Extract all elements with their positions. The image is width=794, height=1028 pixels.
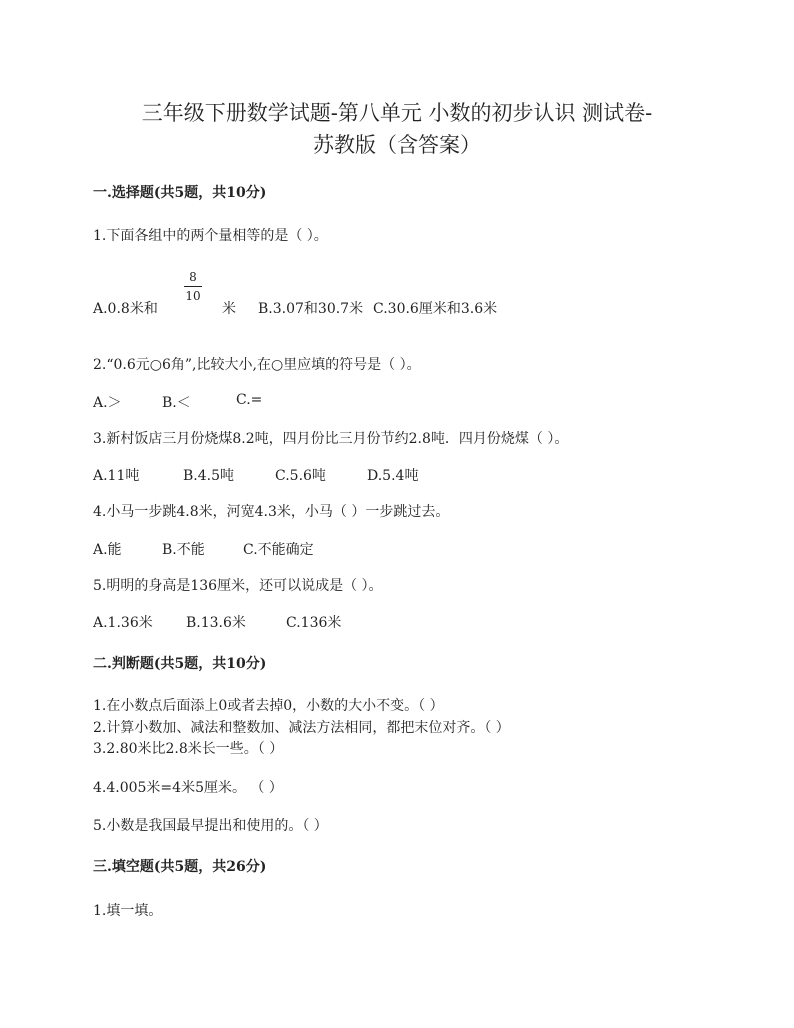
question-2-option-c: C.= bbox=[236, 392, 263, 408]
question-3-option-d: D.5.4吨 bbox=[367, 468, 419, 484]
fraction-numerator: 8 bbox=[189, 270, 197, 284]
document-title-line1: 三年级下册数学试题-第八单元 小数的初步认识 测试卷- bbox=[141, 101, 653, 125]
question-3-option-b: B.4.5吨 bbox=[183, 468, 235, 484]
question-4-option-a: A.能 bbox=[93, 542, 122, 558]
document-title-line2: 苏教版（含答案） bbox=[313, 133, 481, 157]
judgment-item: 5.小数是我国最早提出和使用的。（ ） bbox=[93, 818, 328, 834]
question-3-text: 3.新村饭店三月份烧煤8.2吨，四月份比三月份节约2.8吨．四月份烧煤（ ）。 bbox=[93, 431, 569, 447]
question-5-text: 5.明明的身高是136厘米，还可以说成是（ ）。 bbox=[93, 578, 383, 594]
question-2-text: 2.“0.6元○6角”,比较大小,在○里应填的符号是（ ）。 bbox=[93, 357, 421, 373]
question-5-option-a: A.1.36米 bbox=[93, 615, 153, 631]
judgment-item: 3.2.80米比2.8米长一些。（ ） bbox=[93, 741, 284, 757]
judgment-item: 1.在小数点后面添上0或者去掉0，小数的大小不变。（ ） bbox=[93, 698, 444, 714]
judgment-item: 2.计算小数加、减法和整数加、减法方法相同，都把末位对齐。（ ） bbox=[93, 720, 510, 736]
question-4-option-c: C.不能确定 bbox=[243, 542, 314, 558]
fraction-bar bbox=[184, 286, 202, 287]
section-heading-choice: 一.选择题(共5题，共10分) bbox=[93, 185, 267, 201]
question-1-option-b: B.3.07和30.7米 bbox=[258, 301, 364, 317]
question-3-option-a: A.11吨 bbox=[93, 468, 140, 484]
fraction-eight-tenths bbox=[184, 270, 202, 303]
fill-blank-item: 1.填一填。 bbox=[93, 903, 163, 919]
question-1-option-a: A.0.8米和 bbox=[93, 301, 158, 317]
question-1-option-c: C.30.6厘米和3.6米 bbox=[373, 301, 498, 317]
question-4-text: 4.小马一步跳4.8米，河宽4.3米，小马（ ）一步跳过去。 bbox=[93, 504, 450, 520]
question-5-option-c: C.136米 bbox=[286, 615, 342, 631]
section-heading-judgment: 二.判断题(共5题，共10分) bbox=[93, 656, 267, 672]
section-heading-fill-blank: 三.填空题(共5题，共26分) bbox=[93, 859, 267, 875]
judgment-item: 4.4.005米=4米5厘米。 （ ） bbox=[93, 780, 283, 796]
question-5-option-b: B.13.6米 bbox=[186, 615, 246, 631]
fraction-denominator: 10 bbox=[185, 289, 201, 303]
question-1-text: 1.下面各组中的两个量相等的是（ ）。 bbox=[93, 228, 328, 244]
question-2-option-a: A.＞ bbox=[93, 395, 122, 411]
question-4-option-b: B.不能 bbox=[162, 542, 205, 558]
question-3-option-c: C.5.6吨 bbox=[275, 468, 326, 484]
question-2-option-b: B.＜ bbox=[162, 395, 191, 411]
question-1-option-a-unit: 米 bbox=[222, 301, 236, 317]
